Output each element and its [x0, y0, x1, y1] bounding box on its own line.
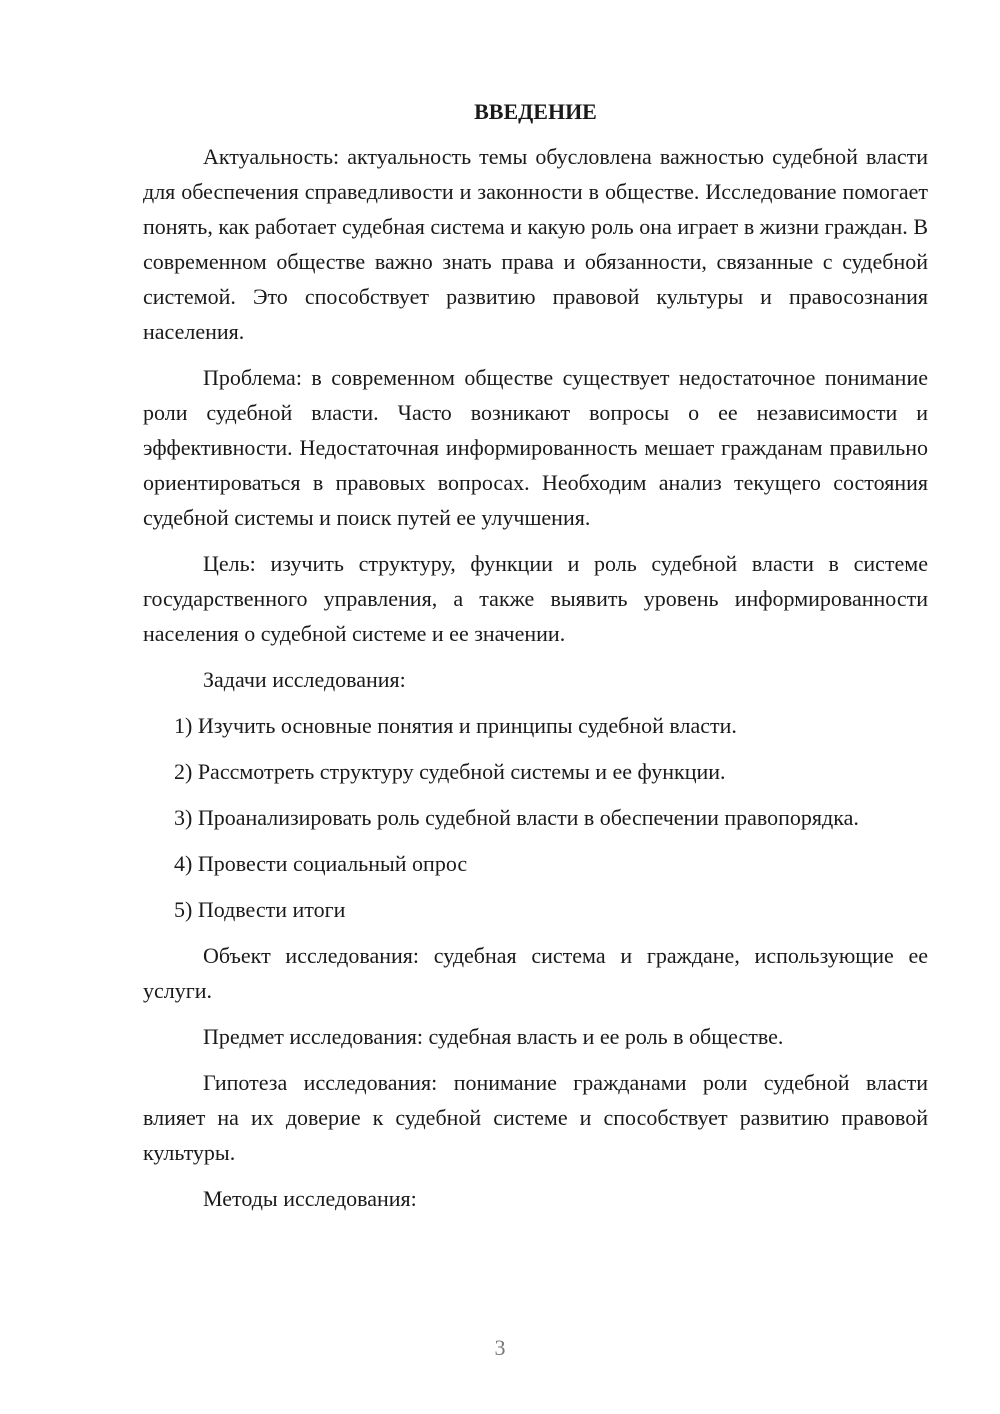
page-title: ВВЕДЕНИЕ: [474, 99, 597, 124]
task-item-1: 1) Изучить основные понятия и принципы судебной власти.: [174, 713, 737, 738]
methods-heading: Методы исследования:: [203, 1186, 417, 1211]
task-item-4: 4) Провести социальный опрос: [174, 851, 468, 876]
page-content: [143, 94, 928, 1227]
paragraph-relevance: Актуальность: актуальность темы обусловлена важностью судебной власти для обеспечения справедливости и законности в обществе. Исследование помогает понять, как работает судебная система и какую роль она играет в жизни граждан. В современном обществе важно знать права и обязанности, связанные с судебной системой. Это способствует развитию правовой культуры и правосознания населения.: [143, 144, 928, 344]
paragraph-object: Объект исследования: судебная система и граждане, использующие ее услуги.: [143, 943, 928, 1003]
task-item-2: 2) Рассмотреть структуру судебной системы и ее функции.: [174, 759, 726, 784]
tasks-heading: Задачи исследования:: [203, 667, 406, 692]
paragraph-subject: Предмет исследования: судебная власть и ее роль в обществе.: [203, 1024, 784, 1049]
page-number: 3: [494, 1335, 506, 1360]
paragraph-goal: Цель: изучить структуру, функции и роль судебной власти в системе государственного управления, а также выявить уровень информированности населения о судебной системе и ее значении.: [143, 551, 928, 646]
paragraph-hypothesis: Гипотеза исследования: понимание гражданами роли судебной власти влияет на их доверие к судебной системе и способствует развитию правовой культуры.: [143, 1070, 928, 1165]
task-item-5: 5) Подвести итоги: [174, 897, 346, 922]
task-item-3: 3) Проанализировать роль судебной власти в обеспечении правопорядка.: [174, 805, 859, 830]
paragraph-problem: Проблема: в современном обществе существует недостаточное понимание роли судебной власти. Часто возникают вопросы о ее независимости и эффективности. Недостаточная информированность мешает гражданам правильно ориентироваться в правовых вопросах. Необходим анализ текущего состояния судебной системы и поиск путей ее улучшения.: [143, 365, 928, 530]
